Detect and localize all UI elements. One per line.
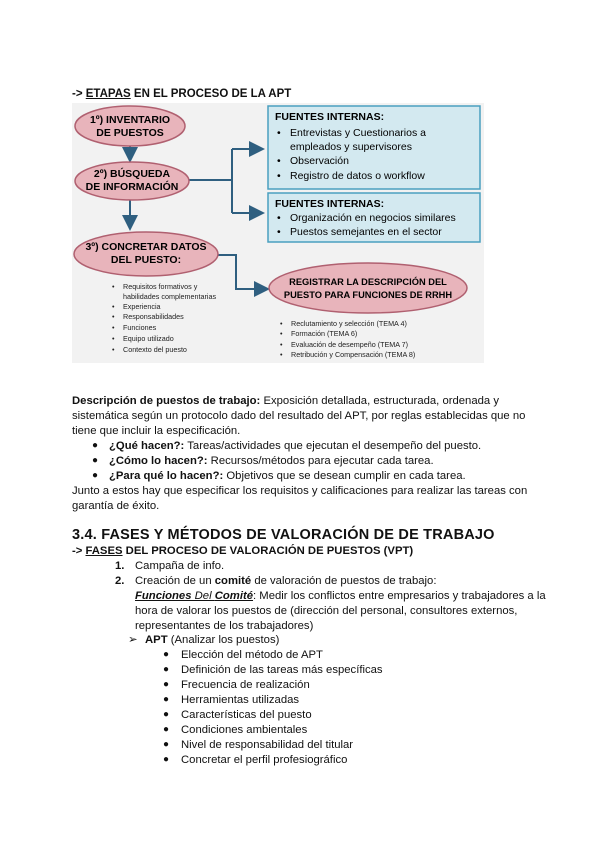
bullet-dot-icon: ● (92, 440, 99, 451)
box1-item: Observación (290, 155, 349, 167)
funciones-line-3: representantes de los trabajadores) (135, 620, 314, 632)
description-bullet (109, 469, 466, 484)
step3-line1: 3º) CONCRETAR DATOS (85, 241, 207, 253)
func-colon: : (253, 590, 257, 602)
apt-rest: (Analizar los puestos) (167, 634, 280, 646)
bullet-text: Objetivos que se desean cumplir en cada tarea. (223, 470, 466, 482)
bullet-dot-icon: ● (163, 679, 170, 690)
step3-bullet-icon: • (112, 345, 115, 354)
register-bullet-icon: • (280, 350, 283, 359)
register-item: Evaluación de desempeño (TEMA 7) (291, 340, 409, 349)
description-line-3: tiene que incluir la especificación. (72, 425, 241, 437)
bullet-text: Recursos/métodos para ejecutar cada tarea. (207, 455, 434, 467)
apt-item: Elección del método de APT (181, 649, 323, 661)
list-item-2 (135, 574, 436, 589)
bullet-dot-icon: ● (163, 754, 170, 765)
sub-rest: DEL PROCESO DE VALORACIÓN DE PUESTOS (VPT) (122, 545, 414, 557)
sub-prefix: -> (72, 545, 86, 557)
box1-bullet-icon: • (277, 155, 281, 167)
step2-line2: DE INFORMACIÓN (85, 181, 179, 193)
apt-item: Definición de las tareas más específicas (181, 664, 383, 676)
list-number-1: 1. (115, 560, 125, 572)
register-line2: PUESTO PARA FUNCIONES DE RRHH (283, 290, 453, 300)
description-bullet (109, 439, 481, 454)
step3-bullet-icon: • (112, 312, 115, 321)
step2-node (75, 162, 189, 200)
apt-arrow-icon: ➢ (128, 634, 138, 646)
func-label-b: Del (191, 590, 215, 602)
fases-subheading (72, 545, 413, 557)
section-title: 3.4. FASES Y MÉTODOS DE VALORACIÓN DE DE TRABAJO (72, 527, 495, 543)
register-bullet-icon: • (280, 340, 283, 349)
apt-item: Condiciones ambientales (181, 724, 308, 736)
bullet-dot-icon: ● (163, 709, 170, 720)
apt-item: Características del puesto (181, 709, 312, 721)
box1-item: Registro de datos o workflow (290, 170, 425, 182)
after-line-2: garantía de éxito. (72, 500, 160, 512)
step3-item: habilidades complementarias (123, 292, 217, 301)
box2-bullet-icon: • (277, 226, 281, 238)
list-number-2: 2. (115, 575, 125, 587)
step3-line2: DEL PUESTO: (110, 254, 182, 266)
register-bullet-icon: • (280, 319, 283, 328)
step3-bullet-icon: • (112, 334, 115, 343)
apt-process-diagram (72, 103, 484, 363)
register-item: Formación (TEMA 6) (291, 329, 358, 338)
after-line-1: Junto a estos hay que especificar los requisitos y calificaciones para realizar las tareas con (72, 485, 528, 497)
heading-prefix: -> (72, 88, 86, 100)
register-line1: REGISTRAR LA DESCRIPCIÓN DEL (289, 277, 447, 287)
bullet-text: Tareas/actividades que ejecutan el desempeño del puesto. (184, 440, 482, 452)
etapas-heading (72, 88, 291, 100)
bullet-dot-icon: ● (163, 739, 170, 750)
item2-bold: comité (214, 575, 252, 587)
step3-item: Responsabilidades (123, 312, 184, 321)
bullet-bold: ¿Qué hacen?: (109, 440, 185, 452)
heading-rest: EN EL PROCESO DE LA APT (130, 88, 292, 100)
box2-item: Organización en negocios similares (290, 212, 456, 224)
bullet-dot-icon: ● (92, 455, 99, 466)
register-node (269, 263, 467, 313)
list-item-1: Campaña de info. (135, 560, 225, 572)
description-bullet (109, 454, 434, 469)
register-item: Retribución y Compensación (TEMA 8) (291, 350, 416, 359)
step3-item: Funciones (123, 323, 157, 332)
funciones-line-1 (135, 589, 546, 604)
apt-item: Nivel de responsabilidad del titular (181, 739, 354, 751)
apt-item: Herramientas utilizadas (181, 694, 300, 706)
bullet-dot-icon: ● (163, 724, 170, 735)
apt-line (145, 633, 279, 648)
box2-item: Puestos semejantes en el sector (290, 226, 442, 238)
step3-item: Experiencia (123, 302, 161, 311)
step3-bullet-icon: • (112, 282, 115, 291)
step1-node (75, 106, 185, 146)
apt-bold: APT (145, 634, 168, 646)
bullet-dot-icon: ● (92, 470, 99, 481)
register-bullet-icon: • (280, 329, 283, 338)
step3-item: Equipo utilizado (123, 334, 174, 343)
box1-item: Entrevistas y Cuestionarios a (290, 127, 426, 139)
func-label-c: Comité (214, 590, 254, 602)
box1-title: FUENTES INTERNAS: (275, 111, 385, 123)
description-line-2: sistemática según un protocolo dado del resultado del APT, por reglas establecidas que no (72, 410, 526, 422)
box2-bullet-icon: • (277, 212, 281, 224)
heading-underlined: ETAPAS (85, 88, 131, 100)
description-text: Exposición detallada, estructurada, ordenada y (260, 395, 499, 407)
step3-bullet-icon: • (112, 302, 115, 311)
bullet-bold: ¿Para qué lo hacen?: (109, 470, 224, 482)
step1-line1: 1º) INVENTARIO (89, 114, 171, 126)
func-label-a: Funciones (135, 590, 192, 602)
step3-node (74, 232, 218, 276)
box2-title: FUENTES INTERNAS: (275, 198, 385, 210)
description-line-1 (72, 394, 499, 409)
box1-bullet-icon: • (277, 170, 281, 182)
funciones-line-2: hora de valorar los puestos de (dirección del personal, consultores externos, (135, 605, 518, 617)
step1-line2: DE PUESTOS (96, 127, 164, 139)
func-text-1: Medir los conflictos entre empresarios y trabajadores a la (256, 590, 546, 602)
bullet-dot-icon: ● (163, 649, 170, 660)
box1-bullet-icon: • (277, 127, 281, 139)
step3-item: Contexto del puesto (123, 345, 187, 354)
step3-item: Requisitos formativos y (123, 282, 198, 291)
apt-item: Concretar el perfil profesiográfico (181, 754, 348, 766)
step2-line1: 2º) BÚSQUEDA (93, 168, 171, 180)
step3-bullet-icon: • (112, 323, 115, 332)
bullet-bold: ¿Cómo lo hacen?: (109, 455, 208, 467)
bullet-dot-icon: ● (163, 664, 170, 675)
register-item: Reclutamiento y selección (TEMA 4) (291, 319, 407, 328)
box1-item: empleados y supervisores (290, 141, 412, 153)
bullet-dot-icon: ● (163, 694, 170, 705)
item2-post: de valoración de puestos de trabajo: (251, 575, 437, 587)
item2-pre: Creación de un (135, 575, 215, 587)
apt-item: Frecuencia de realización (181, 679, 310, 691)
sources-box-2 (268, 193, 480, 242)
sources-box-1 (268, 106, 480, 189)
description-label: Descripción de puestos de trabajo: (72, 395, 261, 407)
sub-underlined: FASES (85, 545, 123, 557)
